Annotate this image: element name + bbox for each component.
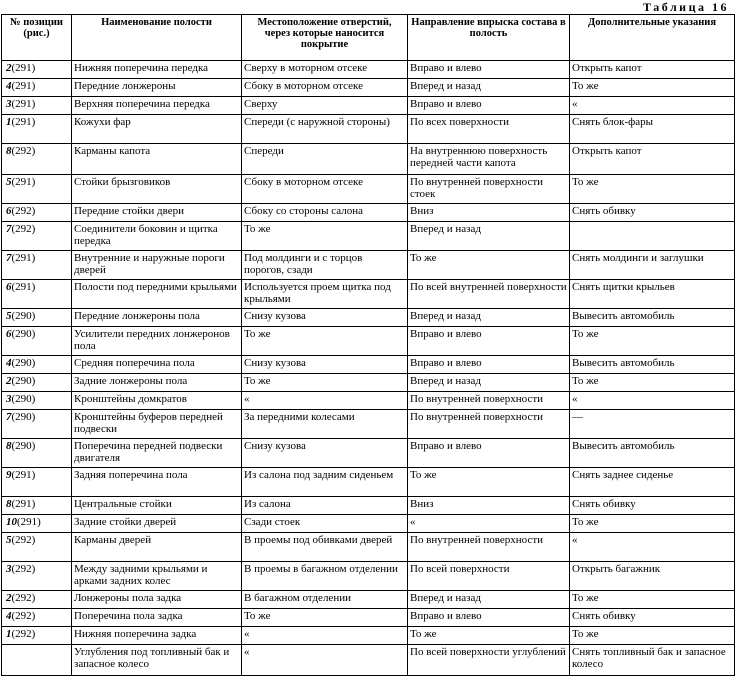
table-row xyxy=(2,79,735,97)
cell-position xyxy=(2,374,72,392)
cell-cavity-name: Нижняя поперечина задка xyxy=(72,627,242,645)
table-row xyxy=(2,533,735,562)
cell-additional-note: Снять заднее сиденье xyxy=(570,468,735,497)
cell-cavity-name: Передние лонжероны xyxy=(72,79,242,97)
cell-cavity-name: Между задними крыльями и арками задних колес xyxy=(72,562,242,591)
cell-hole-location: Под молдинги и с торцов порогов, сзади xyxy=(242,251,408,280)
cell-injection-direction: Вниз xyxy=(408,204,570,222)
cell-cavity-name: Задние стойки дверей xyxy=(72,515,242,533)
cell-position xyxy=(2,222,72,251)
figure-reference: (292) xyxy=(11,563,36,575)
table-row xyxy=(2,410,735,439)
cell-hole-location: Из салона xyxy=(242,497,408,515)
cell-injection-direction: По всей внутренней поверхности xyxy=(408,280,570,309)
cell-injection-direction: Вперед и назад xyxy=(408,222,570,251)
position-number: 7 xyxy=(6,252,12,264)
header-additional-notes: Дополнительные указания xyxy=(570,15,735,61)
cell-cavity-name: Задние лонжероны пола xyxy=(72,374,242,392)
table-row xyxy=(2,609,735,627)
figure-reference: (291) xyxy=(11,80,36,92)
position-number: 8 xyxy=(6,440,12,452)
cell-cavity-name: Углубления под топливный бак и запасное колесо xyxy=(72,645,242,676)
position-number: 2 xyxy=(6,592,12,604)
cell-injection-direction: Вправо и влево xyxy=(408,327,570,356)
figure-reference: (291) xyxy=(11,116,36,128)
cell-hole-location: Сверху в моторном отсеке xyxy=(242,61,408,79)
table-row xyxy=(2,97,735,115)
table-row xyxy=(2,175,735,204)
cell-cavity-name: Верхняя поперечина передка xyxy=(72,97,242,115)
cell-hole-location: Используется проем щитка под крыльями xyxy=(242,280,408,309)
cell-additional-note: То же xyxy=(570,627,735,645)
cell-position xyxy=(2,562,72,591)
position-number: 3 xyxy=(6,393,12,405)
cell-hole-location: « xyxy=(242,392,408,410)
table-row xyxy=(2,497,735,515)
figure-reference: (291) xyxy=(11,281,36,293)
figure-reference: (291) xyxy=(11,469,36,481)
cell-additional-note: Открыть капот xyxy=(570,144,735,175)
cell-injection-direction: То же xyxy=(408,468,570,497)
table-header-row xyxy=(2,15,735,61)
cell-additional-note xyxy=(570,222,735,251)
cell-position xyxy=(2,115,72,144)
cell-injection-direction: То же xyxy=(408,627,570,645)
cell-injection-direction: По внутренней поверхности xyxy=(408,392,570,410)
position-number: 4 xyxy=(6,357,12,369)
cell-hole-location: То же xyxy=(242,222,408,251)
cell-injection-direction: По всей поверхности xyxy=(408,562,570,591)
table-row xyxy=(2,144,735,175)
cell-additional-note: Снять обивку xyxy=(570,497,735,515)
cell-position xyxy=(2,309,72,327)
cell-injection-direction: По внутренней поверхности стоек xyxy=(408,175,570,204)
cell-hole-location: Сзади стоек xyxy=(242,515,408,533)
cell-position xyxy=(2,468,72,497)
cell-hole-location: Сбоку в моторном отсеке xyxy=(242,79,408,97)
position-number: 2 xyxy=(6,62,12,74)
figure-reference: (292) xyxy=(11,205,36,217)
table-row xyxy=(2,591,735,609)
cell-cavity-name: Усилители передних лонжеронов пола xyxy=(72,327,242,356)
cell-hole-location: То же xyxy=(242,609,408,627)
cell-injection-direction: По всех поверхности xyxy=(408,115,570,144)
cell-position xyxy=(2,204,72,222)
position-number: 7 xyxy=(6,223,12,235)
header-hole-location: Местоположение отверстий, через которые наносится покрытие xyxy=(242,15,408,61)
cell-additional-note: Снять топливный бак и запасное колесо xyxy=(570,645,735,676)
figure-reference: (292) xyxy=(11,628,36,640)
cell-position xyxy=(2,392,72,410)
cell-injection-direction: Вперед и назад xyxy=(408,79,570,97)
cell-cavity-name: Кожухи фар xyxy=(72,115,242,144)
cell-injection-direction: Вперед и назад xyxy=(408,374,570,392)
cell-hole-location: Спереди xyxy=(242,144,408,175)
cell-position xyxy=(2,79,72,97)
cell-additional-note: Открыть капот xyxy=(570,61,735,79)
cell-position xyxy=(2,645,72,676)
cell-additional-note: Снять молдинги и заглушки xyxy=(570,251,735,280)
cell-additional-note: Открыть багажник xyxy=(570,562,735,591)
cell-injection-direction: По внутренней поверхности xyxy=(408,533,570,562)
figure-reference: (290) xyxy=(11,357,36,369)
figure-reference: (292) xyxy=(11,592,36,604)
cell-additional-note: « xyxy=(570,533,735,562)
cell-hole-location: Снизу кузова xyxy=(242,356,408,374)
cell-hole-location: В проемы под обивками дверей xyxy=(242,533,408,562)
cell-injection-direction: По внутренней поверхности xyxy=(408,410,570,439)
table-row xyxy=(2,374,735,392)
figure-reference: (290) xyxy=(11,310,36,322)
cell-injection-direction: По всей поверхности углублений xyxy=(408,645,570,676)
cell-injection-direction: То же xyxy=(408,251,570,280)
cell-position xyxy=(2,327,72,356)
position-number: 7 xyxy=(6,411,12,423)
table-row xyxy=(2,439,735,468)
figure-reference: (290) xyxy=(11,393,36,405)
cell-additional-note: Снять обивку xyxy=(570,204,735,222)
position-number: 5 xyxy=(6,534,12,546)
position-number: 4 xyxy=(6,610,12,622)
cell-hole-location: За передними колесами xyxy=(242,410,408,439)
cell-hole-location: « xyxy=(242,627,408,645)
position-number: 9 xyxy=(6,469,12,481)
cell-hole-location: Сверху xyxy=(242,97,408,115)
cell-additional-note: Снять блок-фары xyxy=(570,115,735,144)
figure-reference: (292) xyxy=(11,610,36,622)
cell-hole-location: Сбоку в моторном отсеке xyxy=(242,175,408,204)
table-row xyxy=(2,392,735,410)
cell-position xyxy=(2,175,72,204)
figure-reference: (292) xyxy=(11,145,36,157)
cell-cavity-name: Лонжероны пола задка xyxy=(72,591,242,609)
position-number: 5 xyxy=(6,176,12,188)
header-cavity-name: Наименование полости xyxy=(72,15,242,61)
cell-position xyxy=(2,591,72,609)
cell-cavity-name: Поперечина пола задка xyxy=(72,609,242,627)
table-row xyxy=(2,645,735,676)
position-number: 4 xyxy=(6,80,12,92)
cell-position xyxy=(2,533,72,562)
figure-reference: (292) xyxy=(11,534,36,546)
cell-injection-direction: « xyxy=(408,515,570,533)
cell-hole-location: В багажном отделении xyxy=(242,591,408,609)
figure-reference: (290) xyxy=(11,328,36,340)
table-row xyxy=(2,627,735,645)
position-number: 2 xyxy=(6,375,12,387)
cell-injection-direction: Вперед и назад xyxy=(408,591,570,609)
table-caption: Таблица 16 xyxy=(643,0,729,14)
cell-injection-direction: Вправо и влево xyxy=(408,356,570,374)
cell-hole-location: « xyxy=(242,645,408,676)
cell-additional-note: Снять обивку xyxy=(570,609,735,627)
position-number: 1 xyxy=(6,116,12,128)
cell-injection-direction: Вперед и назад xyxy=(408,309,570,327)
cell-additional-note: — xyxy=(570,410,735,439)
cell-position xyxy=(2,144,72,175)
cavity-treatment-table xyxy=(1,14,735,676)
cell-cavity-name: Центральные стойки xyxy=(72,497,242,515)
cell-position xyxy=(2,61,72,79)
table-row xyxy=(2,327,735,356)
cell-additional-note: « xyxy=(570,392,735,410)
cell-additional-note: Вывесить автомобиль xyxy=(570,439,735,468)
cell-cavity-name: Средняя поперечина пола xyxy=(72,356,242,374)
cell-cavity-name: Полости под передними крыльями xyxy=(72,280,242,309)
cell-position xyxy=(2,251,72,280)
cell-position xyxy=(2,356,72,374)
figure-reference: (291) xyxy=(11,62,36,74)
table-row xyxy=(2,251,735,280)
cell-position xyxy=(2,497,72,515)
cell-hole-location: Из салона под задним сиденьем xyxy=(242,468,408,497)
cell-injection-direction: Вправо и влево xyxy=(408,609,570,627)
cell-hole-location: В проемы в багажном отделении xyxy=(242,562,408,591)
cell-injection-direction: Вправо и влево xyxy=(408,61,570,79)
cell-hole-location: То же xyxy=(242,327,408,356)
cell-cavity-name: Нижняя поперечина передка xyxy=(72,61,242,79)
cell-cavity-name: Поперечина передней подвески двигателя xyxy=(72,439,242,468)
cell-position xyxy=(2,97,72,115)
cell-hole-location: Снизу кузова xyxy=(242,439,408,468)
position-number: 8 xyxy=(6,498,12,510)
cell-hole-location: Спереди (с наружной стороны) xyxy=(242,115,408,144)
header-injection-direction: Направление впрыска состава в полость xyxy=(408,15,570,61)
table-row xyxy=(2,115,735,144)
cell-cavity-name: Соединители боковин и щитка передка xyxy=(72,222,242,251)
cell-cavity-name: Карманы дверей xyxy=(72,533,242,562)
figure-reference: (291) xyxy=(11,176,36,188)
cell-additional-note: Снять щитки крыльев xyxy=(570,280,735,309)
cell-cavity-name: Кронштейны домкратов xyxy=(72,392,242,410)
cell-cavity-name: Внутренние и наружные пороги дверей xyxy=(72,251,242,280)
cell-additional-note: То же xyxy=(570,515,735,533)
cell-hole-location: Сбоку со стороны салона xyxy=(242,204,408,222)
figure-reference: (291) xyxy=(11,252,36,264)
cell-additional-note: Вывесить автомобиль xyxy=(570,309,735,327)
cell-position xyxy=(2,609,72,627)
table-row xyxy=(2,562,735,591)
cell-cavity-name: Передние лонжероны пола xyxy=(72,309,242,327)
position-number: 10 xyxy=(6,516,17,528)
header-position: № позиции (рис.) xyxy=(2,15,72,61)
cell-position xyxy=(2,515,72,533)
cell-hole-location: То же xyxy=(242,374,408,392)
cell-cavity-name: Кронштейны буферов передней подвески xyxy=(72,410,242,439)
cell-cavity-name: Передние стойки двери xyxy=(72,204,242,222)
table-row xyxy=(2,61,735,79)
cell-position xyxy=(2,627,72,645)
table-row xyxy=(2,280,735,309)
position-number: 6 xyxy=(6,328,12,340)
table-row xyxy=(2,468,735,497)
figure-reference: (291) xyxy=(17,516,41,528)
cell-additional-note: То же xyxy=(570,79,735,97)
table-row xyxy=(2,515,735,533)
cell-additional-note: « xyxy=(570,97,735,115)
table-row xyxy=(2,222,735,251)
cell-position xyxy=(2,439,72,468)
figure-reference: (291) xyxy=(11,98,36,110)
cell-position xyxy=(2,410,72,439)
cell-additional-note: То же xyxy=(570,374,735,392)
figure-reference: (290) xyxy=(11,440,36,452)
table-row xyxy=(2,356,735,374)
position-number: 3 xyxy=(6,563,12,575)
table-row xyxy=(2,309,735,327)
cell-additional-note: Вывесить автомобиль xyxy=(570,356,735,374)
cell-injection-direction: На внутреннюю поверхность передней части капота xyxy=(408,144,570,175)
figure-reference: (292) xyxy=(11,223,36,235)
figure-reference: (290) xyxy=(11,375,36,387)
table-row xyxy=(2,204,735,222)
cell-additional-note: То же xyxy=(570,175,735,204)
cell-injection-direction: Вниз xyxy=(408,497,570,515)
figure-reference: (291) xyxy=(11,498,36,510)
position-number: 3 xyxy=(6,98,12,110)
position-number: 5 xyxy=(6,310,12,322)
position-number: 8 xyxy=(6,145,12,157)
cell-hole-location: Снизу кузова xyxy=(242,309,408,327)
position-number: 6 xyxy=(6,205,12,217)
cell-injection-direction: Вправо и влево xyxy=(408,97,570,115)
cell-additional-note: То же xyxy=(570,591,735,609)
figure-reference: (290) xyxy=(11,411,36,423)
cell-position xyxy=(2,280,72,309)
cell-cavity-name: Стойки брызговиков xyxy=(72,175,242,204)
cell-injection-direction: Вправо и влево xyxy=(408,439,570,468)
position-number: 6 xyxy=(6,281,12,293)
cell-cavity-name: Карманы капота xyxy=(72,144,242,175)
cell-additional-note: То же xyxy=(570,327,735,356)
position-number: 1 xyxy=(6,628,12,640)
cell-cavity-name: Задняя поперечина пола xyxy=(72,468,242,497)
